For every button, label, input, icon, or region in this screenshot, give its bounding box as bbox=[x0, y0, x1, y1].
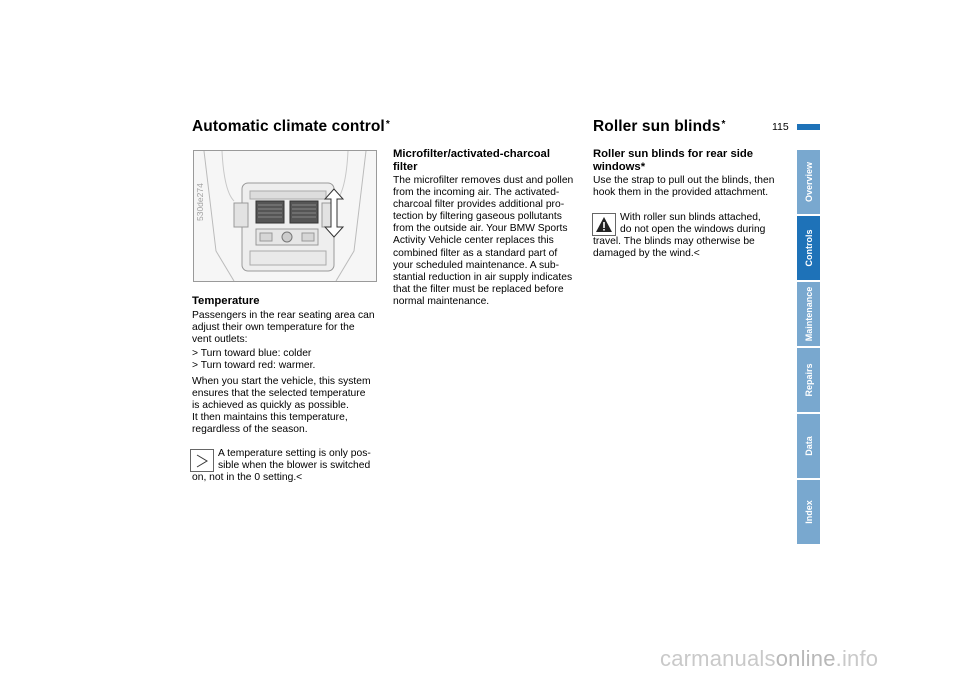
section-title-blinds bbox=[593, 118, 725, 136]
temperature-intro bbox=[192, 310, 375, 346]
section-title-text: Automatic climate control bbox=[192, 118, 385, 135]
text-line: normal maintenance. bbox=[393, 295, 490, 307]
bullet-item bbox=[192, 360, 315, 372]
tab-index[interactable] bbox=[797, 480, 820, 544]
text-line: It then maintains this temperature, bbox=[192, 412, 348, 424]
asterisk-mark: * bbox=[385, 119, 390, 130]
text-line: charcoal filter provides additional pro- bbox=[393, 199, 565, 211]
text-line: Passengers in the rear seating area can bbox=[192, 310, 375, 321]
text-line: Activity Vehicle center replaces this bbox=[393, 235, 554, 247]
tab-label: Data bbox=[803, 436, 814, 456]
text-line: travel. The blinds may otherwise be bbox=[593, 236, 755, 247]
tab-label: Index bbox=[803, 500, 814, 524]
tab-label: Repairs bbox=[803, 363, 814, 397]
text-line: do not open the windows during bbox=[620, 224, 766, 236]
blinds-heading bbox=[593, 148, 753, 173]
note-icon bbox=[190, 449, 214, 472]
page-number: 115 bbox=[772, 121, 789, 133]
watermark-text: carmanuals bbox=[660, 646, 776, 671]
rear-vent-figure bbox=[193, 150, 377, 282]
text-line: is achieved as quickly as possible. bbox=[192, 400, 349, 412]
text-line: Use the strap to pull out the blinds, then bbox=[593, 175, 775, 186]
temperature-heading: Temperature bbox=[192, 295, 260, 307]
tab-maintenance[interactable] bbox=[797, 282, 820, 346]
blinds-body bbox=[593, 175, 774, 199]
bullet-text: Turn toward blue: colder bbox=[200, 348, 312, 359]
temperature-body bbox=[192, 376, 371, 436]
text-line: sible when the blower is switched bbox=[218, 460, 371, 472]
tab-label: Overview bbox=[803, 161, 814, 203]
text-line: on, not in the 0 setting.< bbox=[192, 472, 303, 483]
bullet-marker: > bbox=[192, 360, 199, 372]
blinds-warning bbox=[620, 212, 765, 236]
text-line: tection by filtering gaseous pollutants bbox=[393, 211, 562, 223]
figure-code: 530de274 bbox=[195, 183, 205, 221]
text-line: from the outside air. Your BMW Sports bbox=[393, 223, 568, 235]
tab-label: Maintenance bbox=[803, 286, 814, 342]
text-line: The microfilter removes dust and pollen bbox=[393, 175, 574, 186]
microfilter-body bbox=[393, 175, 573, 308]
bullet-item bbox=[192, 348, 315, 360]
tab-controls[interactable] bbox=[797, 216, 820, 280]
text-line: With roller sun blinds attached, bbox=[620, 212, 761, 223]
temperature-note-end bbox=[192, 472, 302, 484]
asterisk-mark: * bbox=[640, 160, 646, 173]
text-line: hook them in the provided attachment. bbox=[593, 187, 769, 199]
text-line: regardless of the season. bbox=[192, 424, 308, 436]
asterisk-mark: * bbox=[721, 119, 726, 130]
text-line: stantial reduction in air supply indicates bbox=[393, 271, 573, 283]
text-line: adjust their own temperature for the bbox=[192, 322, 355, 334]
microfilter-heading bbox=[393, 148, 550, 173]
section-title-climate bbox=[192, 118, 390, 136]
header-rule bbox=[797, 124, 820, 130]
heading-line bbox=[593, 161, 753, 174]
heading-line: Microfilter/activated-charcoal bbox=[393, 148, 550, 160]
watermark-text: .info bbox=[835, 646, 879, 671]
watermark-text: online bbox=[775, 646, 836, 671]
text-line: vent outlets: bbox=[192, 334, 248, 346]
bullet-marker: > bbox=[192, 348, 199, 359]
text-line: from the incoming air. The activated- bbox=[393, 187, 560, 199]
text-line: A temperature setting is only pos- bbox=[218, 448, 371, 459]
heading-line: Roller sun blinds for rear side bbox=[593, 148, 754, 160]
text-line: combined filter as a standard part of bbox=[393, 247, 558, 259]
warning-icon bbox=[592, 213, 616, 236]
text-line: that the filter must be replaced before bbox=[393, 283, 564, 295]
tab-data[interactable] bbox=[797, 414, 820, 478]
temperature-note bbox=[218, 448, 371, 472]
tab-repairs[interactable] bbox=[797, 348, 820, 412]
bullet-text: Turn toward red: warmer. bbox=[200, 360, 316, 372]
text-line: your scheduled maintenance. A sub- bbox=[393, 259, 560, 271]
temperature-bullets bbox=[192, 348, 315, 372]
tab-overview[interactable] bbox=[797, 150, 820, 214]
tab-label: Controls bbox=[803, 229, 814, 267]
watermark bbox=[660, 646, 878, 672]
rear-console-illustration bbox=[194, 151, 376, 281]
text-line: damaged by the wind.< bbox=[593, 248, 700, 260]
text-line: When you start the vehicle, this system bbox=[192, 376, 371, 387]
section-title-text: Roller sun blinds bbox=[593, 118, 721, 135]
text-line: ensures that the selected temperature bbox=[192, 388, 366, 400]
blinds-warning-cont bbox=[593, 236, 755, 260]
heading-line: filter bbox=[393, 160, 418, 173]
heading-text: windows bbox=[593, 160, 641, 173]
